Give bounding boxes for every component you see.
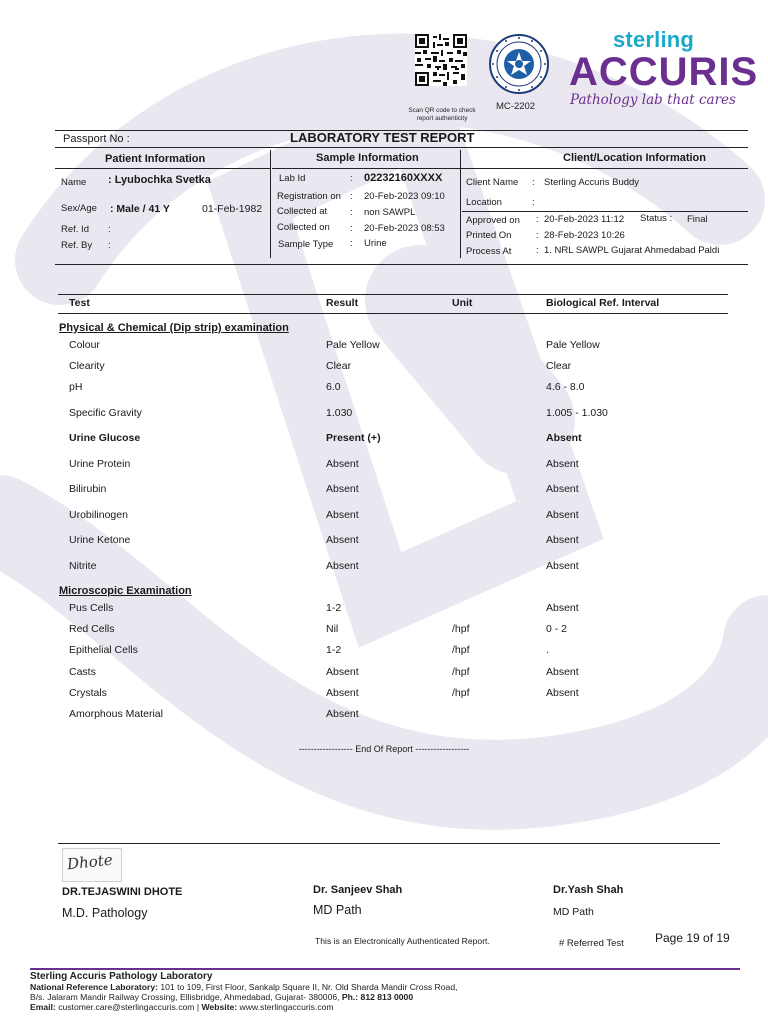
result-row <box>0 644 768 658</box>
collected-on-label: Collected on <box>277 222 330 233</box>
doctor-2-name: Dr. Sanjeev Shah <box>313 884 403 896</box>
result-row <box>0 483 768 497</box>
test-result: Absent <box>326 687 359 699</box>
sex-age-value: : Male / 41 Y <box>110 203 170 215</box>
footer-separator: | <box>196 1002 200 1012</box>
test-unit: /hpf <box>452 666 470 678</box>
title-rule <box>55 147 748 148</box>
patient-info-header: Patient Information <box>105 153 206 165</box>
collected-on-value: 20-Feb-2023 08:53 <box>364 223 445 234</box>
test-result: Absent <box>326 534 359 546</box>
header-unit: Unit <box>452 297 473 309</box>
test-name: Casts <box>69 666 96 678</box>
result-row <box>0 509 768 523</box>
qr-caption <box>396 107 488 123</box>
test-result: Clear <box>326 360 352 372</box>
result-row <box>0 602 768 616</box>
table-header-rule <box>58 313 728 314</box>
status-label: Status : <box>640 213 673 224</box>
ref-by-label: Ref. By <box>61 240 93 251</box>
test-ref-interval: Absent <box>546 483 579 495</box>
result-row <box>0 360 768 374</box>
process-at-label: Process At <box>466 246 512 257</box>
footer-address-2: B/s. Jalaram Mandir Railway Crossing, Ellisbridge, Ahmedabad, Gujarat- 380006, <box>30 992 340 1002</box>
authentication-note: This is an Electronically Authenticated Report. <box>315 936 490 946</box>
table-top-rule <box>58 294 728 295</box>
registration-value: 20-Feb-2023 09:10 <box>364 191 445 202</box>
footer-email-label: Email: <box>30 1002 56 1012</box>
test-unit: /hpf <box>452 644 470 656</box>
result-row <box>0 534 768 548</box>
test-ref-interval: Absent <box>546 687 579 699</box>
test-ref-interval: Clear <box>546 360 572 372</box>
logo-accuris-text: ACCURIS <box>569 50 759 94</box>
test-name: Colour <box>69 339 100 351</box>
test-result: 6.0 <box>326 381 341 393</box>
info-header-rule-left <box>55 168 270 169</box>
doctor-2-title: MD Path <box>313 903 362 917</box>
test-ref-interval: Absent <box>546 509 579 521</box>
doctor-1-name: DR.TEJASWINI DHOTE <box>62 886 183 898</box>
header-ref-interval: Biological Ref. Interval <box>546 297 660 309</box>
client-name-colon: : <box>532 177 535 188</box>
signature-script: Dhote <box>66 850 114 874</box>
header-test: Test <box>69 297 90 309</box>
lab-id-colon: : <box>350 173 353 184</box>
sex-age-label: Sex/Age <box>61 203 97 214</box>
ref-id-label: Ref. Id <box>61 224 89 235</box>
test-ref-interval: Absent <box>546 560 579 572</box>
info-divider-2 <box>460 150 461 258</box>
footer-lab-name: Sterling Accuris Pathology Laboratory <box>30 971 213 982</box>
footer-address-line-2 <box>30 992 413 1002</box>
end-of-report: ------------------ End Of Report ------------------ <box>298 744 470 754</box>
approved-on-value: 20-Feb-2023 11:12 <box>544 214 625 225</box>
collected-at-value: non SAWPL <box>364 207 416 218</box>
test-ref-interval: 4.6 - 8.0 <box>546 381 585 393</box>
footer-contact-line <box>30 1002 334 1012</box>
report-title: LABORATORY TEST REPORT <box>290 130 475 145</box>
test-name: Crystals <box>69 687 107 699</box>
test-name: Urobilinogen <box>69 509 128 521</box>
collected-on-colon: : <box>350 223 353 234</box>
patient-name-label: Name <box>61 177 87 188</box>
section-physical-chemical: Physical & Chemical (Dip strip) examination <box>59 322 289 334</box>
lab-id-value: 02232160XXXX <box>364 172 443 184</box>
result-row <box>0 339 768 353</box>
info-header-rule-right <box>272 168 748 169</box>
result-row <box>0 381 768 395</box>
result-row <box>0 407 768 421</box>
footer-nrl-label: National Reference Laboratory: <box>30 982 158 992</box>
result-row <box>0 687 768 701</box>
passport-label: Passport No : <box>63 133 130 145</box>
test-name: Amorphous Material <box>69 708 163 720</box>
qr-caption-line-1: Scan QR code to check <box>408 107 476 114</box>
result-row <box>0 432 768 446</box>
test-result: Absent <box>326 483 359 495</box>
test-name: Urine Glucose <box>69 432 141 444</box>
footer-email: customer.care@sterlingaccuris.com <box>58 1002 195 1012</box>
test-name: Nitrite <box>69 560 97 572</box>
doctor-1-title: M.D. Pathology <box>62 906 148 920</box>
footer-website-label: Website: <box>201 1002 238 1012</box>
test-result: Absent <box>326 708 359 720</box>
test-ref-interval: . <box>546 644 549 656</box>
test-result: Nil <box>326 623 339 635</box>
process-at-colon: : <box>536 245 539 256</box>
test-name: Pus Cells <box>69 602 114 614</box>
logo-tagline: Pathology lab that cares <box>570 92 736 108</box>
test-result: Absent <box>326 666 359 678</box>
date-of-birth: 01-Feb-1982 <box>202 203 263 215</box>
test-name: Urine Ketone <box>69 534 131 546</box>
test-ref-interval: Absent <box>546 602 579 614</box>
signature-rule <box>58 843 720 844</box>
printed-on-colon: : <box>536 230 539 241</box>
test-ref-interval: 0 - 2 <box>546 623 568 635</box>
approved-on-colon: : <box>536 214 539 225</box>
test-ref-interval: Absent <box>546 458 579 470</box>
test-result: 1.030 <box>326 407 353 419</box>
test-result: Absent <box>326 560 359 572</box>
client-name-value: Sterling Accuris Buddy <box>544 177 640 188</box>
header-result: Result <box>326 297 359 309</box>
test-ref-interval: Absent <box>546 666 579 678</box>
test-ref-interval: Pale Yellow <box>546 339 600 351</box>
client-info-rule <box>462 211 748 212</box>
table-header-row <box>0 297 768 311</box>
referred-test-note: # Referred Test <box>559 938 624 949</box>
info-divider-1 <box>270 150 271 258</box>
test-result: 1-2 <box>326 602 342 614</box>
result-row <box>0 560 768 574</box>
test-name: Urine Protein <box>69 458 131 470</box>
test-name: pH <box>69 381 83 393</box>
location-value: : <box>532 197 535 208</box>
sample-type-label: Sample Type <box>278 239 334 250</box>
test-ref-interval: Absent <box>546 432 582 444</box>
collected-at-label: Collected at <box>277 206 328 217</box>
location-label: Location <box>466 197 502 208</box>
process-at-value: 1. NRL SAWPL Gujarat Ahmedabad Paldi <box>544 245 720 256</box>
test-name: Red Cells <box>69 623 115 635</box>
result-row <box>0 666 768 680</box>
sample-info-header: Sample Information <box>316 152 419 164</box>
info-bottom-rule <box>55 264 748 265</box>
qr-caption-line-2: report authenticity <box>416 115 468 122</box>
patient-name-value: : Lyubochka Svetka <box>108 174 211 186</box>
client-info-header: Client/Location Information <box>563 152 706 164</box>
accreditation-code: MC-2202 <box>496 101 536 112</box>
section-microscopic: Microscopic Examination <box>59 585 192 597</box>
footer-rule <box>30 968 740 970</box>
ref-id-value: : <box>108 224 111 235</box>
test-unit: /hpf <box>452 687 470 699</box>
registration-colon: : <box>350 191 353 202</box>
collected-at-colon: : <box>350 207 353 218</box>
doctor-3-title: MD Path <box>553 906 594 918</box>
test-result: 1-2 <box>326 644 342 656</box>
signature-image <box>62 848 122 882</box>
footer-phone-label: Ph.: <box>341 992 359 1002</box>
result-row <box>0 623 768 637</box>
test-unit: /hpf <box>452 623 470 635</box>
page-number: Page 19 of 19 <box>655 931 730 945</box>
test-name: Specific Gravity <box>69 407 142 419</box>
test-name: Epithelial Cells <box>69 644 138 656</box>
test-ref-interval: 1.005 - 1.030 <box>546 407 608 419</box>
footer-nrl-address: 101 to 109, First Floor, Sankalp Square II, Nr. Old Sharda Mandir Cross Road, <box>160 982 458 992</box>
accreditation-seal-icon <box>488 33 550 95</box>
printed-on-label: Printed On <box>466 230 512 241</box>
test-result: Present (+) <box>326 432 381 444</box>
test-name: Bilirubin <box>69 483 107 495</box>
sample-type-colon: : <box>350 238 353 249</box>
result-row <box>0 708 768 722</box>
test-ref-interval: Absent <box>546 534 579 546</box>
test-result: Absent <box>326 509 359 521</box>
approved-on-label: Approved on <box>466 215 520 226</box>
test-name: Clearity <box>69 360 105 372</box>
doctor-3-name: Dr.Yash Shah <box>553 884 624 896</box>
registration-label: Registration on <box>277 191 341 202</box>
result-row <box>0 458 768 472</box>
printed-on-value: 28-Feb-2023 10:26 <box>544 230 625 241</box>
qr-code-icon <box>415 34 467 86</box>
logo-sterling-text: sterling <box>613 27 695 52</box>
status-value: Final <box>687 214 708 225</box>
footer-address-line-1 <box>30 982 457 992</box>
test-result: Pale Yellow <box>326 339 380 351</box>
client-name-label: Client Name <box>466 177 519 188</box>
sample-type-value: Urine <box>364 238 387 249</box>
footer-phone: 812 813 0000 <box>360 992 414 1002</box>
lab-id-label: Lab Id <box>279 173 306 184</box>
footer-website: www.sterlingaccuris.com <box>239 1002 334 1012</box>
test-result: Absent <box>326 458 359 470</box>
ref-by-value: : <box>108 240 111 251</box>
